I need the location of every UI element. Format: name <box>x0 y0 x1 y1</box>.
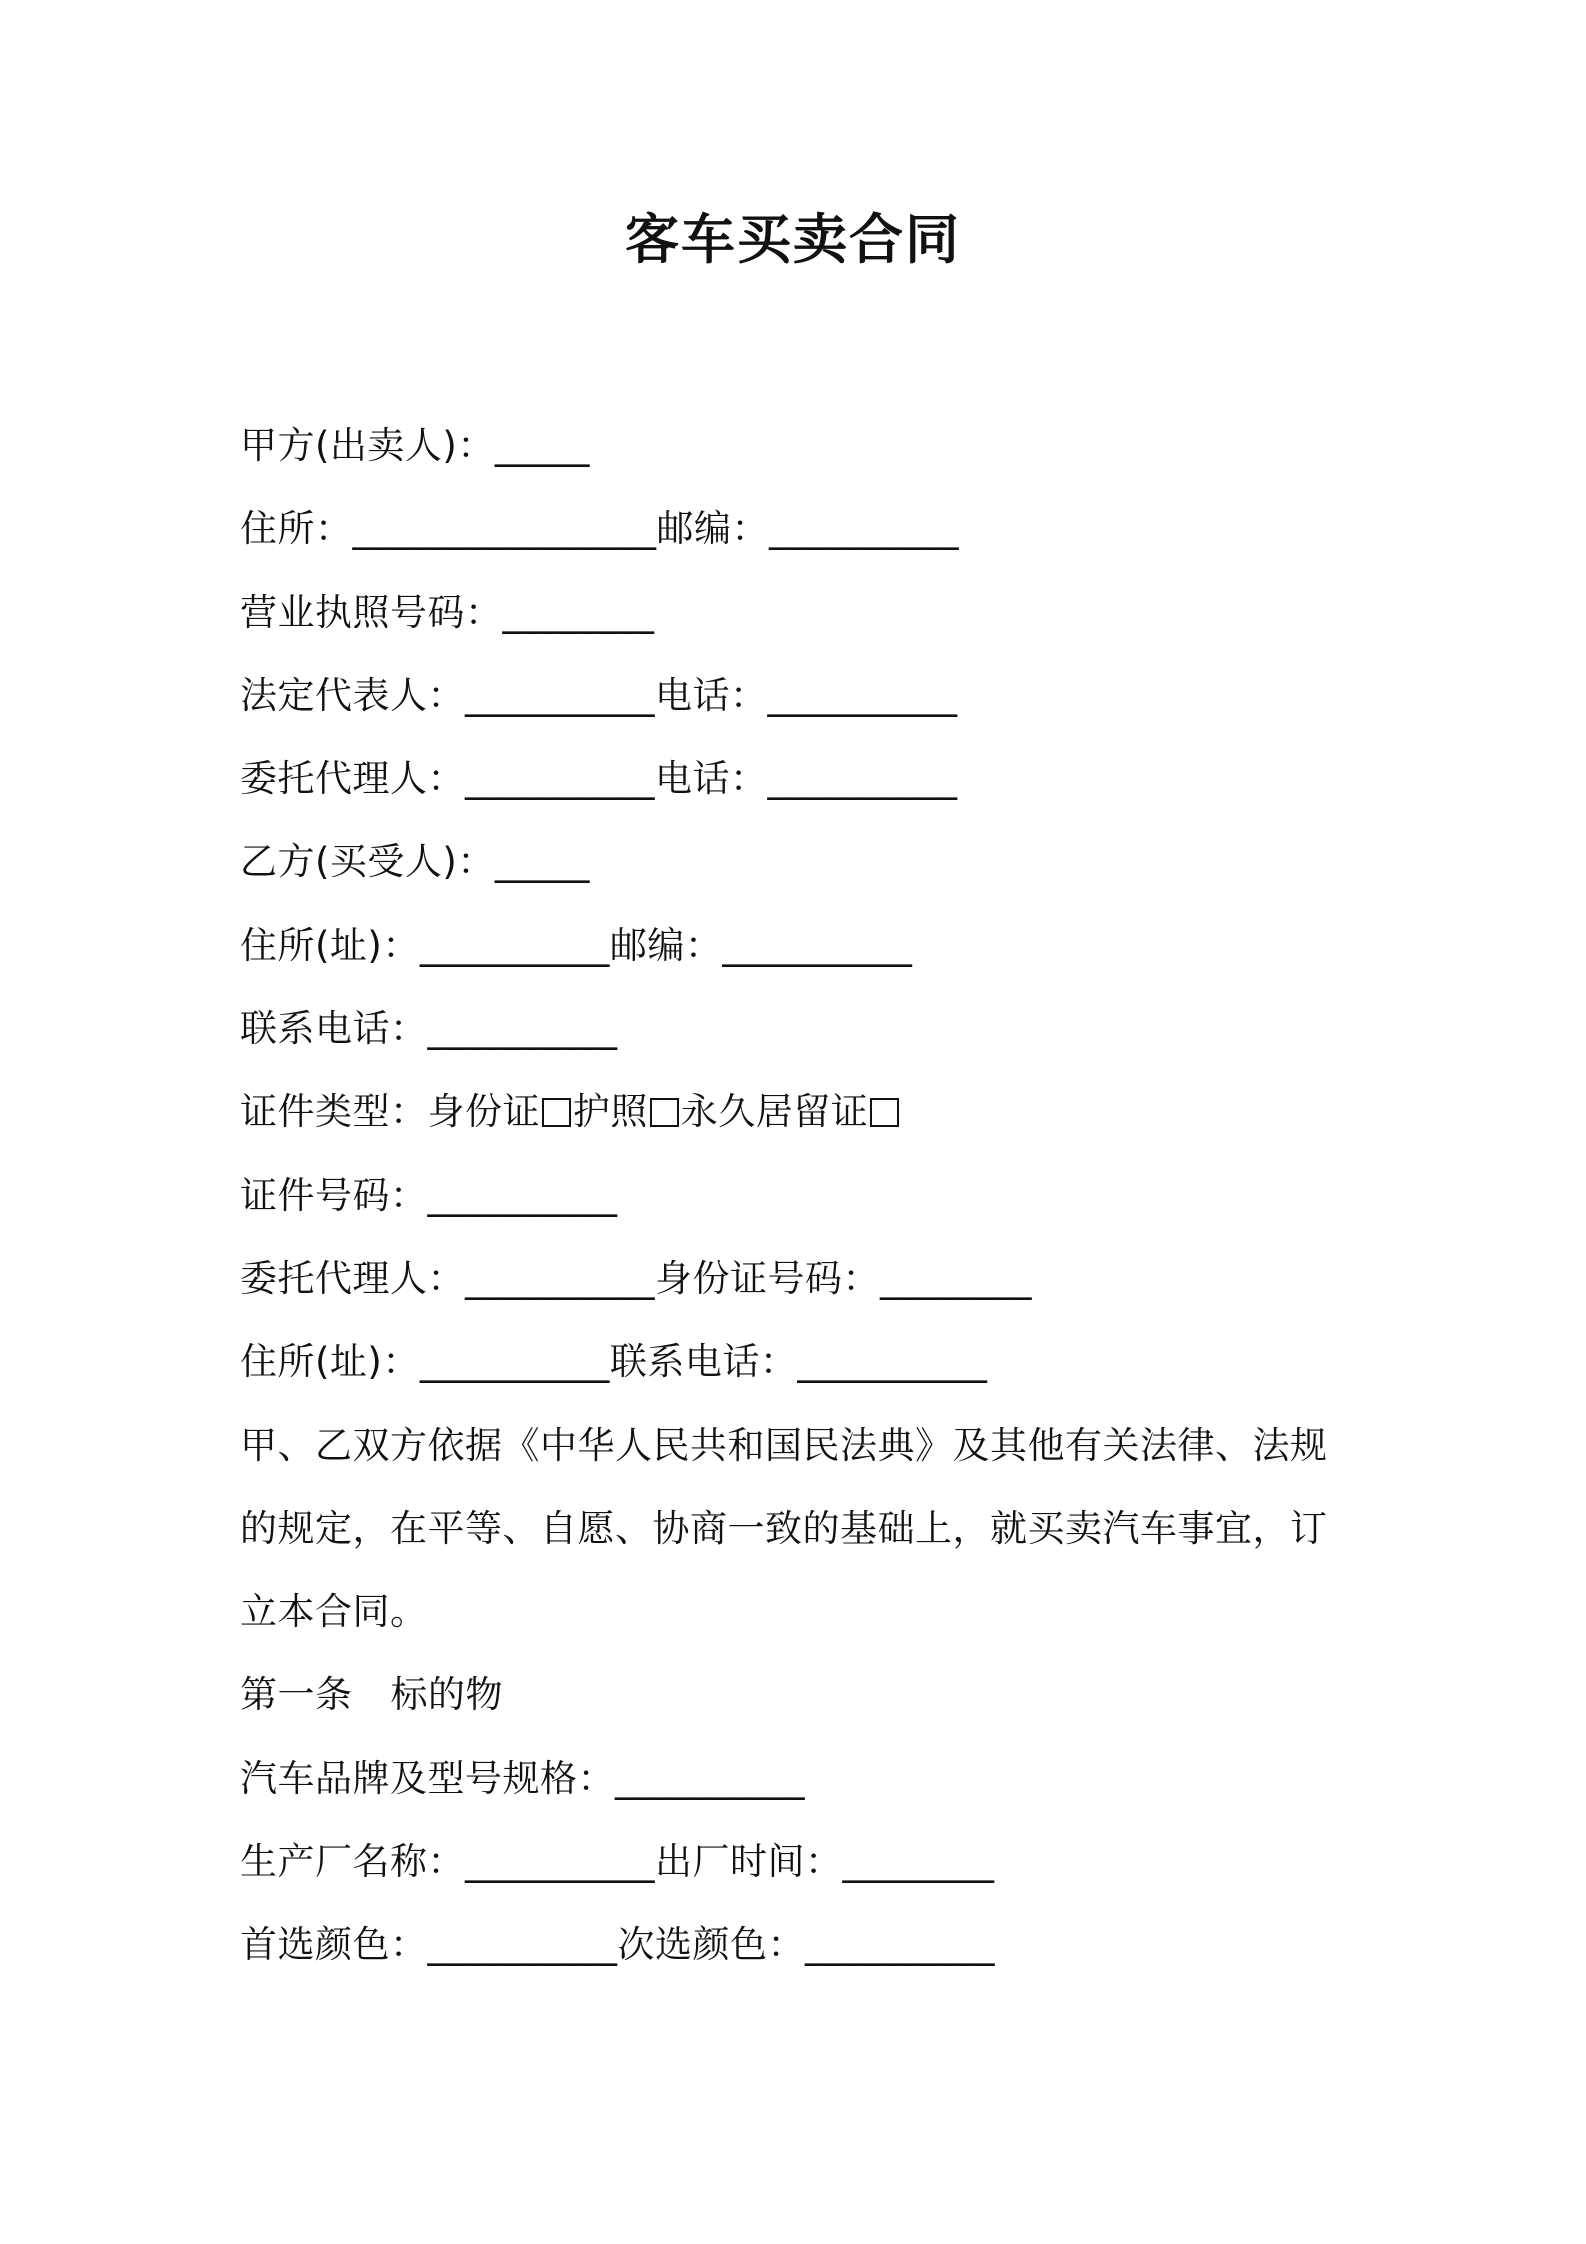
secondary-color-field: 次选颜色：__________ <box>617 1923 995 1967</box>
id-option-residence-label: 永久居留证 <box>680 1090 869 1134</box>
buyer-field: 乙方(买受人)：_____ <box>240 840 590 884</box>
buyer-phone-line <box>240 987 1360 1070</box>
preamble-paragraph <box>240 1404 1360 1654</box>
primary-color-field: 首选颜色：__________ <box>240 1923 618 1967</box>
article-1-heading <box>240 1653 1360 1736</box>
buyer-postcode-field: 邮编：__________ <box>609 923 913 967</box>
buyer-agent-address-field: 住所(址)：__________ <box>240 1340 610 1384</box>
id-option-idcard-label: 身份证 <box>427 1090 540 1134</box>
id-number-line <box>240 1154 1360 1237</box>
seller-agent-line <box>240 737 1360 820</box>
color-line <box>240 1903 1360 1986</box>
seller-line <box>240 404 1360 487</box>
business-license-line <box>240 571 1360 654</box>
id-option-idcard-checkbox[interactable] <box>542 1098 571 1127</box>
id-number-field: 证件号码：__________ <box>240 1173 618 1217</box>
article-1-title: 标的物 <box>390 1673 503 1717</box>
legal-rep-line <box>240 654 1360 737</box>
contract-body <box>240 404 1360 1987</box>
buyer-line <box>240 820 1360 903</box>
id-option-passport-label: 护照 <box>572 1090 648 1134</box>
buyer-address-line <box>240 904 1360 987</box>
seller-agent-field: 委托代理人：__________ <box>240 757 655 801</box>
id-type-label: 证件类型： <box>240 1090 428 1134</box>
buyer-address-field: 住所(址)：__________ <box>240 923 610 967</box>
id-option-residence-checkbox[interactable] <box>870 1098 899 1127</box>
manufacturer-field: 生产厂名称：__________ <box>240 1840 655 1884</box>
vehicle-model-field: 汽车品牌及型号规格：__________ <box>240 1756 805 1800</box>
manufacture-date-field: 出厂时间：________ <box>655 1840 995 1884</box>
buyer-agent-id-field: 身份证号码：________ <box>655 1256 1032 1300</box>
manufacturer-line <box>240 1820 1360 1903</box>
buyer-agent-line <box>240 1237 1360 1320</box>
preamble-text: 甲、乙双方依据《中华人民共和国民法典》及其他有关法律、法规的规定，在平等、自愿、协商一致的基础上，就买卖汽车事宜，订立本合同。 <box>240 1423 1328 1634</box>
seller-agent-phone-field: 电话：__________ <box>655 757 958 801</box>
business-license-field: 营业执照号码：________ <box>240 590 655 634</box>
vehicle-model-line <box>240 1737 1360 1820</box>
buyer-agent-address-line <box>240 1320 1360 1403</box>
seller-postcode-field: 邮编：__________ <box>656 507 959 551</box>
legal-rep-field: 法定代表人：__________ <box>240 673 655 717</box>
id-option-passport-checkbox[interactable] <box>650 1098 679 1127</box>
page-title: 客车买卖合同 <box>625 208 961 271</box>
article-1-number: 第一条 <box>240 1673 353 1717</box>
legal-rep-phone-field: 电话：__________ <box>655 673 958 717</box>
seller-field: 甲方(出卖人)：_____ <box>240 424 590 467</box>
buyer-agent-phone-field: 联系电话：__________ <box>609 1340 988 1384</box>
buyer-agent-field: 委托代理人：__________ <box>240 1256 655 1300</box>
seller-address-field: 住所：________________ <box>240 507 657 551</box>
buyer-phone-field: 联系电话：__________ <box>240 1007 618 1051</box>
id-type-line <box>240 1070 1360 1153</box>
seller-address-line <box>240 487 1360 570</box>
